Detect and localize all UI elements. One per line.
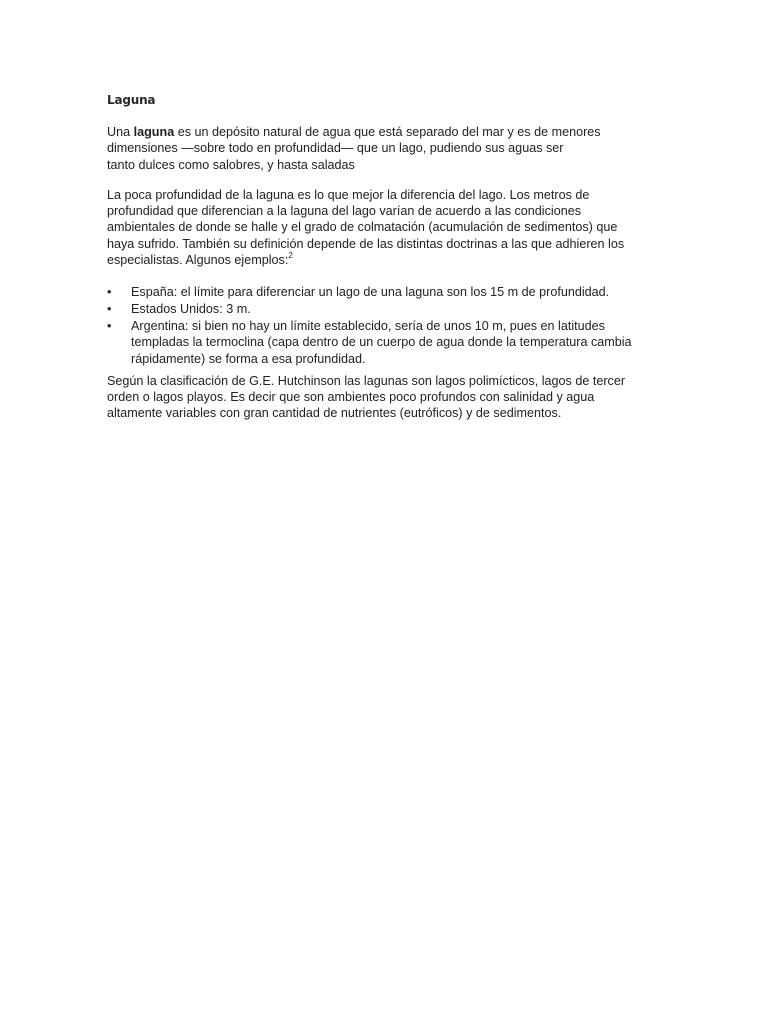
document-page — [107, 92, 667, 431]
depth-line-4: haya sufrido. También su definición depende de las distintas doctrinas a las que adhieren los — [107, 236, 625, 251]
example-spain: España: el límite para diferenciar un lago de una laguna son los 15 m de profundidad. — [131, 285, 610, 300]
depth-paragraph — [107, 187, 667, 268]
classification-line-1: Según la clasificación de G.E. Hutchinson las lagunas son lagos polimícticos, lagos de tercer — [107, 373, 626, 388]
footnote-reference[interactable]: 2 — [288, 251, 293, 261]
depth-line-2: profundidad que diferencian a la laguna del lago varían de acuerdo a las condiciones — [107, 204, 582, 219]
example-argentina-line-1: Argentina: si bien no hay un límite establecido, sería de unos 10 m, pues en latitudes — [131, 318, 605, 333]
bullet-icon: • — [107, 318, 112, 333]
intro-term: laguna — [133, 125, 175, 139]
example-usa: Estados Unidos: 3 m. — [131, 302, 251, 317]
example-argentina-line-2: templadas la termoclina (capa dentro de un cuerpo de agua donde la temperatura cambia — [131, 335, 632, 350]
intro-line-3: tanto dulces como salobres, y hasta saladas — [107, 157, 355, 172]
examples-list — [107, 284, 667, 366]
intro-prefix: Una — [107, 125, 134, 139]
intro-paragraph — [107, 124, 667, 173]
bullet-icon: • — [107, 285, 112, 300]
intro-line-1 — [107, 124, 667, 140]
classification-paragraph — [107, 373, 667, 422]
list-item — [107, 318, 667, 367]
bullet-icon: • — [107, 302, 112, 317]
classification-line-2: orden o lagos playos. Es decir que son ambientes poco profundos con salinidad y agua — [107, 390, 595, 405]
list-item — [107, 301, 667, 317]
depth-line-3: ambientales de donde se halle y el grado de colmatación (acumulación de sedimentos) que — [107, 220, 618, 235]
intro-line-2: dimensiones —sobre todo en profundidad— que un lago, pudiendo sus aguas ser — [107, 141, 564, 156]
classification-line-3: altamente variables con gran cantidad de nutrientes (eutróficos) y de sedimentos. — [107, 406, 562, 421]
list-item — [107, 284, 667, 300]
page-title: Laguna — [107, 93, 156, 107]
example-argentina-line-3: rápidamente) se forma a esa profundidad. — [131, 351, 366, 366]
depth-line-5 — [107, 252, 667, 268]
intro-line-1-rest: es un depósito natural de agua que está separado del mar y es de menores — [174, 125, 601, 139]
depth-line-1: La poca profundidad de la laguna es lo que mejor la diferencia del lago. Los metros de — [107, 187, 590, 202]
depth-last-line: especialistas. Algunos ejemplos: — [107, 253, 289, 268]
